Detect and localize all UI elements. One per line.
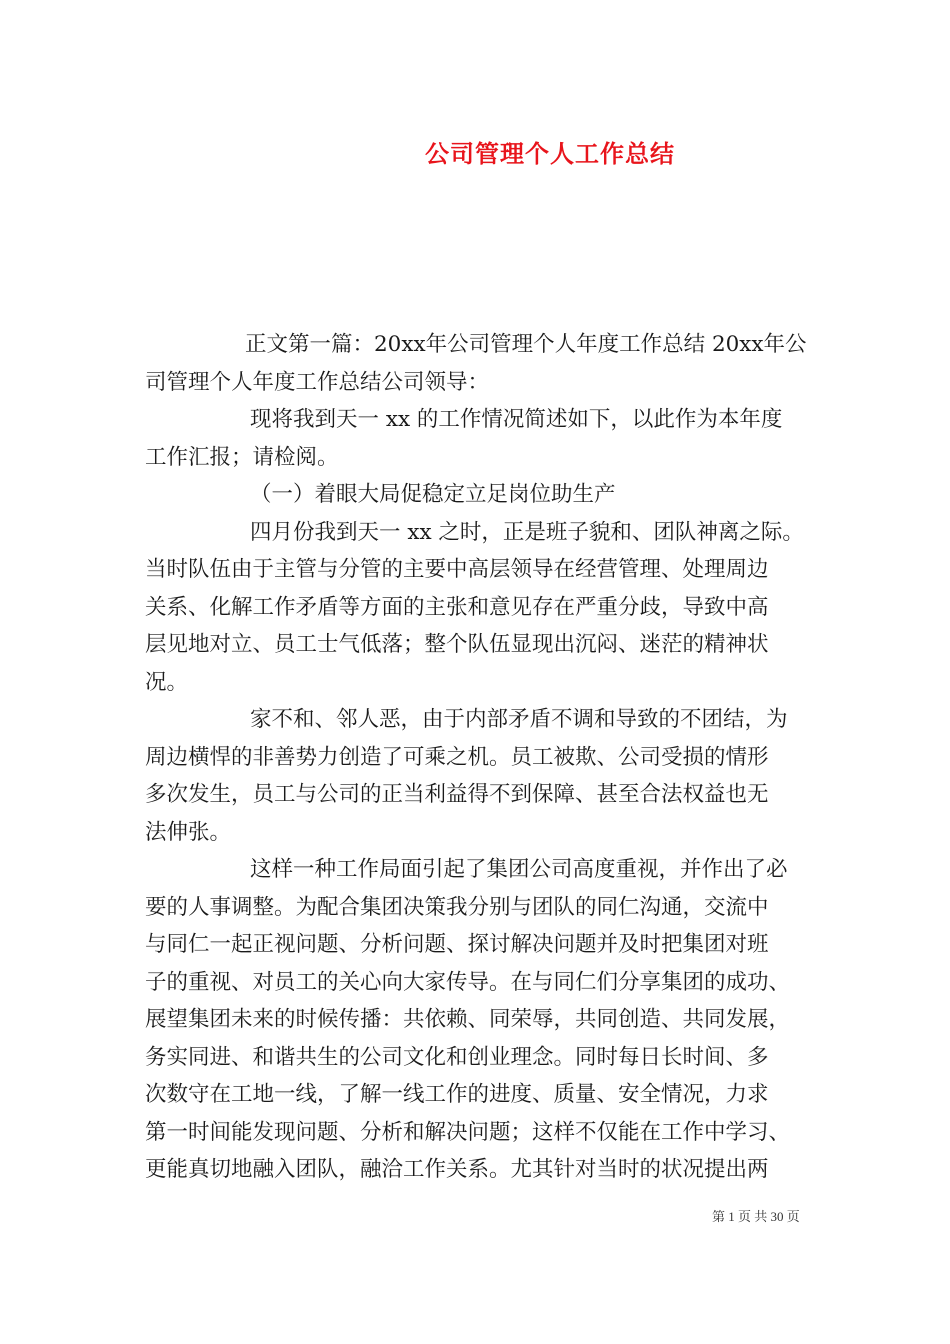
body-line: 务实同进、和谐共生的公司文化和创业理念。同时每日长时间、多	[145, 1044, 769, 1070]
section-heading: （一）着眼大局促稳定立足岗位助生产	[250, 482, 616, 507]
body-line: 司管理个人年度工作总结公司领导：	[145, 369, 490, 395]
body-line: 周边横悍的非善势力创造了可乘之机。员工被欺、公司受损的情形	[145, 744, 769, 770]
body-line: 与同仁一起正视问题、分析问题、探讨解决问题并及时把集团对班	[145, 932, 769, 957]
body-line: 关系、化解工作矛盾等方面的主张和意见存在严重分歧，导致中高	[145, 594, 769, 620]
document-body	[145, 326, 810, 1189]
page-number-footer: 第 1 页 共 30 页	[712, 1209, 800, 1224]
body-line: 工作汇报；请检阅。	[145, 444, 339, 470]
body-line: 这样一种工作局面引起了集团公司高度重视，并作出了必	[250, 857, 788, 882]
body-line: 当时队伍由于主管与分管的主要中高层领导在经营管理、处理周边	[145, 557, 769, 582]
document-title: 公司管理个人工作总结	[425, 140, 675, 168]
body-line: 多次发生，员工与公司的正当利益得不到保障、甚至合法权益也无	[145, 782, 769, 807]
body-line: 况。	[145, 669, 189, 695]
body-line: 子的重视、对员工的关心向大家传导。在与同仁们分享集团的成功、	[145, 969, 791, 995]
body-line: 次数守在工地一线，了解一线工作的进度、质量、安全情况，力求	[145, 1082, 769, 1107]
body-line: 展望集团未来的时候传播：共依赖、同荣辱，共同创造、共同发展，	[145, 1007, 791, 1032]
body-line: 要的人事调整。为配合集团决策我分别与团队的同仁沟通，交流中	[145, 894, 769, 920]
body-line: 家不和、邻人恶，由于内部矛盾不调和导致的不团结，为	[250, 707, 788, 732]
body-line: 更能真切地融入团队，融洽工作关系。尤其针对当时的状况提出两	[145, 1157, 769, 1182]
body-line: 正文第一篇：20xx年公司管理个人年度工作总结 20xx年公	[245, 332, 807, 357]
body-line: 法伸张。	[145, 819, 232, 845]
body-line: 层见地对立、员工士气低落；整个队伍显现出沉闷、迷茫的精神状	[145, 632, 769, 657]
body-line: 现将我到天一 xx 的工作情况简述如下，以此作为本年度	[250, 407, 783, 432]
body-line: 第一时间能发现问题、分析和解决问题；这样不仅能在工作中学习、	[145, 1119, 791, 1145]
body-line: 四月份我到天一 xx 之时，正是班子貌和、团队神离之际。	[250, 519, 804, 545]
